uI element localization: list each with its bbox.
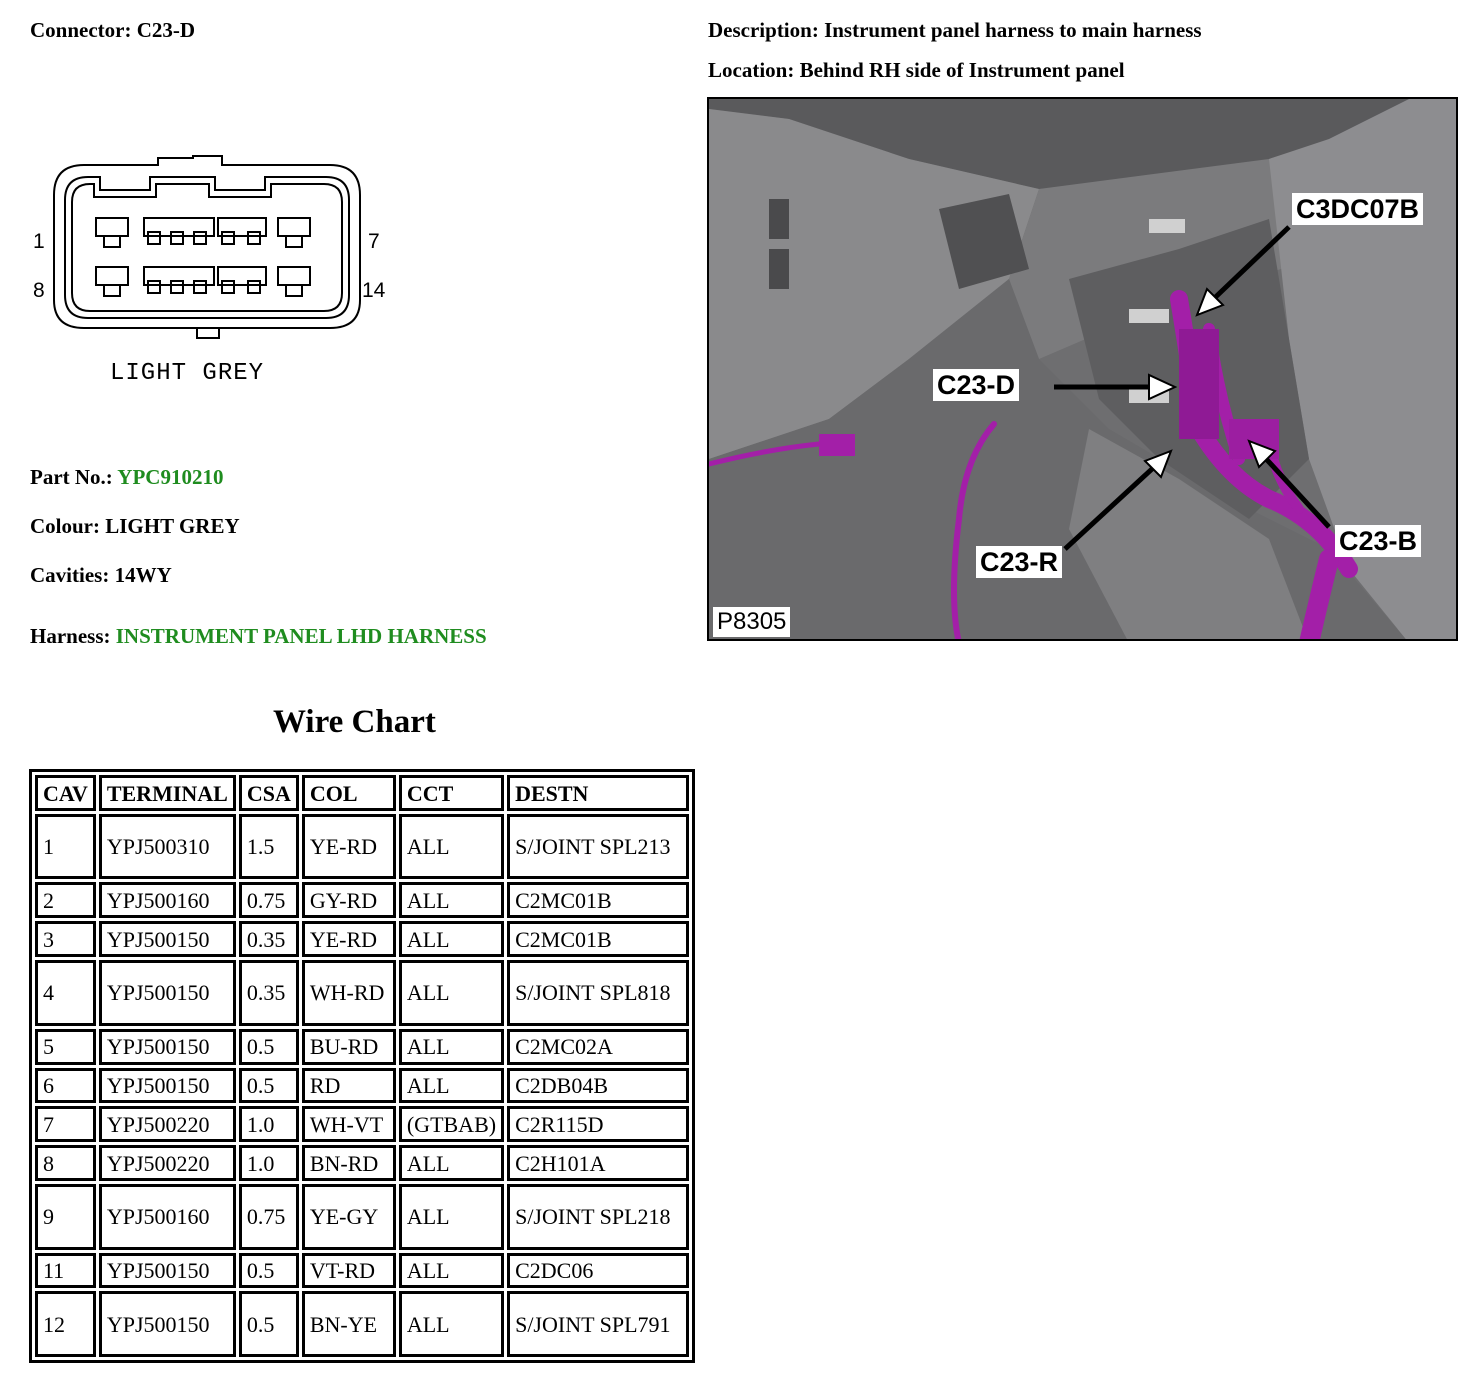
cell-destn: S/JOINT SPL213 (507, 814, 689, 879)
table-row (35, 1291, 689, 1357)
cell-csa: 0.35 (239, 921, 299, 957)
header-csa: CSA (239, 775, 299, 811)
header-cct: CCT (399, 775, 504, 811)
cell-cav: 11 (35, 1253, 96, 1289)
table-row (35, 960, 689, 1025)
header-col: COL (302, 775, 396, 811)
harness-label: Harness: (30, 624, 111, 648)
cell-cct: ALL (399, 882, 504, 918)
cell-destn: S/JOINT SPL791 (507, 1291, 689, 1357)
cell-csa: 0.5 (239, 1253, 299, 1289)
cell-col: BN-YE (302, 1291, 396, 1357)
cell-cct: ALL (399, 1184, 504, 1249)
description-value: Instrument panel harness to main harness (824, 18, 1202, 42)
cell-cct: (GTBAB) (399, 1106, 504, 1142)
harness-line (30, 624, 487, 649)
table-row (35, 814, 689, 879)
cell-cav: 9 (35, 1184, 96, 1249)
cell-col: BN-RD (302, 1145, 396, 1181)
table-row (35, 882, 689, 918)
connector-line (30, 18, 195, 43)
cell-col: BU-RD (302, 1029, 396, 1065)
cell-destn: S/JOINT SPL218 (507, 1184, 689, 1249)
table-row (35, 1106, 689, 1142)
header-destn: DESTN (507, 775, 689, 811)
cell-terminal: YPJ500150 (99, 1068, 236, 1104)
connector-label: Connector: (30, 18, 132, 42)
location-line (708, 58, 1125, 83)
cell-cav: 8 (35, 1145, 96, 1181)
cell-terminal: YPJ500160 (99, 1184, 236, 1249)
cell-csa: 0.5 (239, 1291, 299, 1357)
callout-c23-d: C23-D (933, 369, 1019, 401)
table-row (35, 921, 689, 957)
cell-cct: ALL (399, 921, 504, 957)
cell-cav: 6 (35, 1068, 96, 1104)
cell-cct: ALL (399, 1145, 504, 1181)
table-row (35, 1145, 689, 1181)
harness-link[interactable]: INSTRUMENT PANEL LHD HARNESS (115, 624, 487, 648)
location-photo-illustration (709, 99, 1458, 641)
cell-cct: ALL (399, 1291, 504, 1357)
connector-face-diagram (30, 150, 410, 350)
pin-7-label: 7 (368, 230, 380, 253)
callout-c23-b: C23-B (1335, 525, 1421, 557)
cell-csa: 0.5 (239, 1029, 299, 1065)
pin-8-label: 8 (33, 279, 45, 302)
pin-1-label: 1 (33, 230, 45, 253)
cell-terminal: YPJ500150 (99, 1029, 236, 1065)
table-row (35, 1184, 689, 1249)
wire-chart-table (29, 769, 695, 1363)
cell-col: GY-RD (302, 882, 396, 918)
colour-line (30, 514, 240, 539)
cell-cav: 1 (35, 814, 96, 879)
table-header-row (35, 775, 689, 811)
cell-col: YE-RD (302, 814, 396, 879)
cell-cav: 5 (35, 1029, 96, 1065)
table-row (35, 1029, 689, 1065)
cell-destn: C2MC01B (507, 921, 689, 957)
cell-cav: 2 (35, 882, 96, 918)
photo-reference-code: P8305 (713, 607, 790, 637)
cell-col: WH-RD (302, 960, 396, 1025)
cell-terminal: YPJ500220 (99, 1145, 236, 1181)
cell-csa: 0.75 (239, 882, 299, 918)
cell-cav: 4 (35, 960, 96, 1025)
cell-csa: 1.5 (239, 814, 299, 879)
table-row (35, 1068, 689, 1104)
table-row (35, 1253, 689, 1289)
location-photo (707, 97, 1458, 641)
cell-col: RD (302, 1068, 396, 1104)
callout-c3dc07b: C3DC07B (1292, 193, 1423, 225)
cell-col: VT-RD (302, 1253, 396, 1289)
cell-csa: 1.0 (239, 1145, 299, 1181)
location-label: Location: (708, 58, 795, 82)
cell-destn: S/JOINT SPL818 (507, 960, 689, 1025)
cell-terminal: YPJ500150 (99, 960, 236, 1025)
location-value: Behind RH side of Instrument panel (799, 58, 1125, 82)
header-cav: CAV (35, 775, 96, 811)
part-number-link[interactable]: YPC910210 (117, 465, 224, 489)
pin-14-label: 14 (362, 279, 386, 302)
cell-destn: C2DB04B (507, 1068, 689, 1104)
cell-cct: ALL (399, 1253, 504, 1289)
cell-csa: 0.5 (239, 1068, 299, 1104)
header-terminal: TERMINAL (99, 775, 236, 811)
cell-cct: ALL (399, 960, 504, 1025)
callout-c23-r: C23-R (976, 546, 1062, 578)
cell-cct: ALL (399, 1068, 504, 1104)
cavities-value: 14WY (114, 563, 172, 587)
cell-terminal: YPJ500160 (99, 882, 236, 918)
cell-cav: 3 (35, 921, 96, 957)
cell-cct: ALL (399, 814, 504, 879)
wire-chart-title: Wire Chart (273, 704, 436, 740)
cell-cav: 12 (35, 1291, 96, 1357)
description-line (708, 18, 1202, 43)
cell-cct: ALL (399, 1029, 504, 1065)
cavities-line (30, 563, 172, 588)
cell-csa: 0.35 (239, 960, 299, 1025)
colour-label: Colour: (30, 514, 100, 538)
connector-value: C23-D (136, 18, 196, 42)
cell-destn: C2R115D (507, 1106, 689, 1142)
part-number-label: Part No.: (30, 465, 113, 489)
cell-terminal: YPJ500310 (99, 814, 236, 879)
cell-terminal: YPJ500150 (99, 1291, 236, 1357)
cell-csa: 1.0 (239, 1106, 299, 1142)
description-label: Description: (708, 18, 819, 42)
cell-col: YE-RD (302, 921, 396, 957)
cell-terminal: YPJ500220 (99, 1106, 236, 1142)
cell-csa: 0.75 (239, 1184, 299, 1249)
cell-destn: C2DC06 (507, 1253, 689, 1289)
colour-value: LIGHT GREY (105, 514, 240, 538)
connector-colour-caption: LIGHT GREY (110, 360, 265, 387)
cell-cav: 7 (35, 1106, 96, 1142)
cell-destn: C2MC01B (507, 882, 689, 918)
cell-destn: C2H101A (507, 1145, 689, 1181)
cell-col: YE-GY (302, 1184, 396, 1249)
cell-terminal: YPJ500150 (99, 921, 236, 957)
part-number-line (30, 465, 223, 490)
cell-col: WH-VT (302, 1106, 396, 1142)
cavities-label: Cavities: (30, 563, 110, 587)
cell-destn: C2MC02A (507, 1029, 689, 1065)
cell-terminal: YPJ500150 (99, 1253, 236, 1289)
